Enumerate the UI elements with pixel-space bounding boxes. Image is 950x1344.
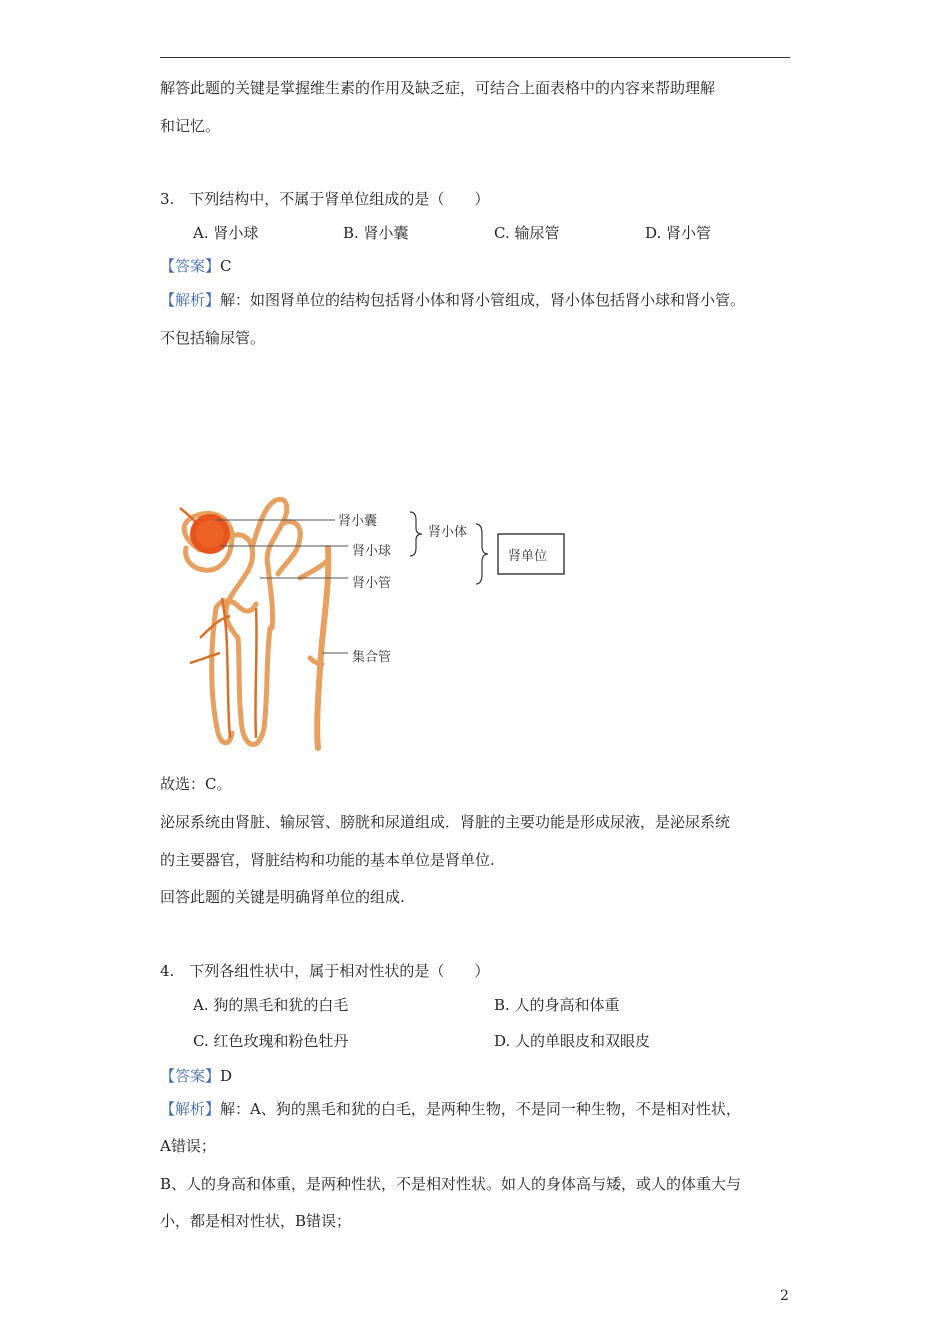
- q4-analysis: [160, 1099, 741, 1119]
- convoluted-tubule: [252, 499, 287, 566]
- q3-option-a: A. 肾小球: [193, 224, 259, 242]
- vessel: [190, 653, 220, 663]
- page-number: 2: [780, 1288, 789, 1304]
- loop-of-henle: [238, 628, 270, 745]
- answer-tag: 【答案】: [160, 1067, 221, 1085]
- q3-option-c: C. 输尿管: [494, 224, 560, 242]
- paragraph-line: 和记忆。: [160, 117, 221, 135]
- analysis-text: 解：如图肾单位的结构包括肾小体和肾小管组成，肾小体包括肾小球和肾小管。: [220, 291, 746, 309]
- label-collecting: 集合管: [352, 650, 392, 665]
- q4-analysis-cont: 小，都是相对性状，B错误；: [160, 1212, 352, 1230]
- q3-explain: 的主要器官，肾脏结构和功能的基本单位是肾单位.: [160, 851, 495, 869]
- q3-analysis: [160, 290, 745, 310]
- q4-answer: [160, 1066, 232, 1086]
- q3-analysis-cont: 不包括输尿管。: [160, 329, 266, 347]
- q3-explain: 回答此题的关键是明确肾单位的组成.: [160, 888, 405, 906]
- answer-value: D: [220, 1067, 233, 1085]
- q3-option-d: D. 肾小管: [645, 224, 712, 242]
- q4-analysis-cont: B、人的身高和体重，是两种性状，不是相对性状。如人的身体高与矮，或人的体重大与: [160, 1175, 742, 1193]
- paragraph-line: 解答此题的关键是掌握维生素的作用及缺乏症，可结合上面表格中的内容来帮助理解: [160, 79, 716, 97]
- analysis-text: 解：A、狗的黑毛和犹的白毛，是两种生物，不是同一种生物，不是相对性状，: [220, 1100, 741, 1118]
- analysis-tag: 【解析】: [160, 291, 221, 309]
- brace-unit: [476, 524, 488, 584]
- ascending-limb: [268, 566, 273, 628]
- answer-tag: 【答案】: [160, 257, 221, 275]
- q3-choice: 故选：C。: [160, 775, 232, 793]
- label-body: 肾小体: [428, 525, 468, 540]
- question-4-stem: 4. 下列各组性状中，属于相对性状的是（ ）: [160, 962, 490, 980]
- label-capsule: 肾小囊: [338, 514, 378, 529]
- label-tubule: 肾小管: [352, 576, 392, 591]
- q4-option-c: C. 红色玫瑰和粉色牡丹: [193, 1032, 349, 1050]
- header-rule: [160, 57, 790, 58]
- brace-body: [410, 512, 422, 556]
- q4-option-a: A. 狗的黑毛和犹的白毛: [193, 996, 349, 1014]
- glomerulus-core: [196, 520, 224, 548]
- q3-answer: [160, 256, 232, 276]
- vessel: [255, 608, 256, 738]
- analysis-tag: 【解析】: [160, 1100, 221, 1118]
- connecting-tubule: [300, 560, 328, 578]
- question-3-stem: 3. 下列结构中，不属于肾单位组成的是（ ）: [160, 190, 490, 208]
- nephron-figure: [160, 488, 580, 756]
- answer-value: C: [220, 257, 232, 275]
- label-glomerulus: 肾小球: [352, 544, 392, 559]
- q3-option-b: B. 肾小囊: [343, 224, 409, 242]
- label-unit: 肾单位: [508, 549, 548, 564]
- q4-option-b: B. 人的身高和体重: [494, 996, 620, 1014]
- q4-option-d: D. 人的单眼皮和双眼皮: [494, 1032, 651, 1050]
- q4-analysis-cont: A错误；: [160, 1137, 216, 1155]
- q3-explain: 泌尿系统由肾脏、输尿管、膀胱和尿道组成．肾脏的主要功能是形成尿液，是泌尿系统: [160, 813, 731, 831]
